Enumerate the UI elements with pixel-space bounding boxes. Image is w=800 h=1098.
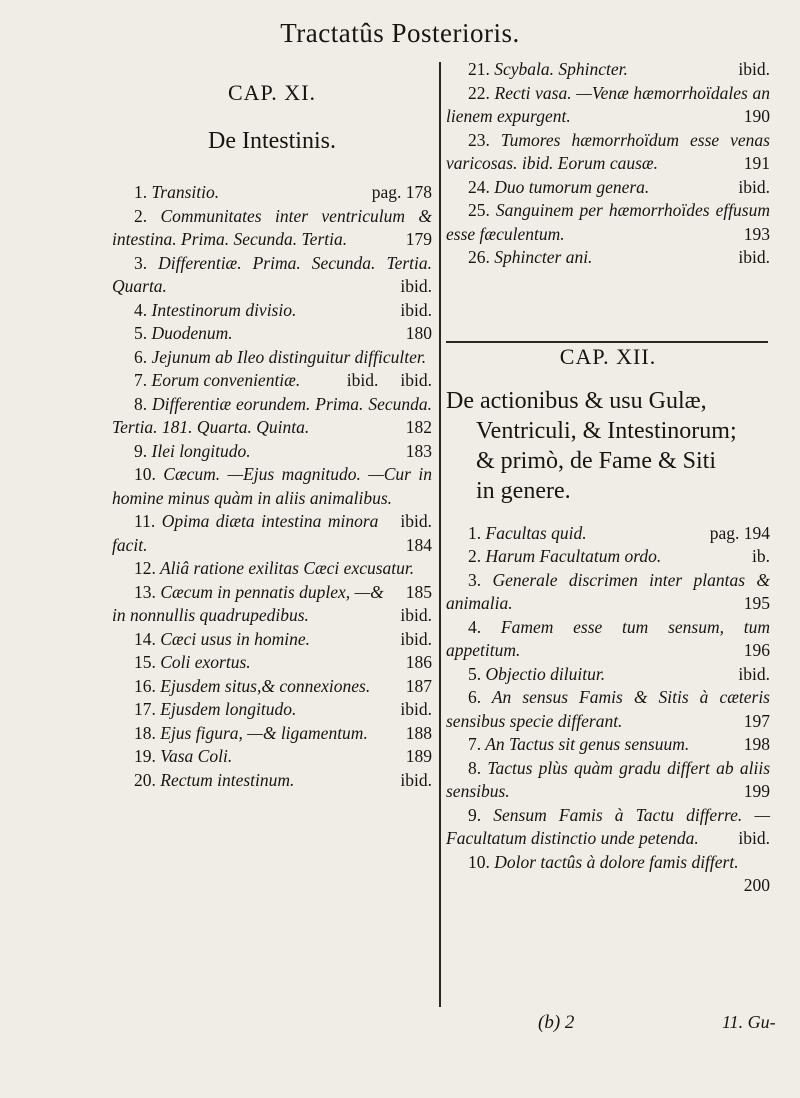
entry-text: Objectio diluitur.	[485, 663, 606, 684]
entry-number: 9.	[134, 440, 148, 461]
entry-text: Ejus figura, —& ligamentum.	[160, 722, 368, 743]
entry-number: 6.	[468, 687, 482, 707]
index-entry	[446, 246, 770, 270]
entry-page: pag. 178	[371, 182, 432, 202]
right-entry-list-top	[446, 58, 770, 270]
entry-number: 1.	[134, 182, 148, 202]
entry-page: 189	[405, 746, 432, 766]
index-entry	[112, 322, 432, 346]
index-entry	[446, 733, 770, 757]
index-entry	[446, 129, 770, 176]
entry-number: 7.	[468, 734, 482, 754]
index-entry	[112, 205, 432, 252]
entry-text: Ejusdem situs,& connexiones.	[160, 675, 371, 696]
entry-text: Dolor tactûs à dolore famis differt.	[494, 851, 739, 872]
entry-number: 6.	[134, 346, 148, 367]
entry-text: Tumores hæmorrhoïdum esse venas varicosas. ibid. Eorum causæ.	[446, 129, 770, 173]
entry-number: 1.	[468, 522, 482, 543]
left-column	[112, 80, 432, 792]
entry-text: Generale discrimen inter plantas & animalia.	[446, 569, 771, 613]
index-entry	[112, 628, 432, 652]
entry-number: 26.	[468, 247, 490, 267]
entry-text: Harum Facultatum ordo.	[485, 546, 662, 566]
entry-number: 8.	[468, 757, 482, 778]
entry-text: An sensus Famis & Sitis à cæteris sensibus specie differant.	[446, 687, 770, 731]
entry-page: 183	[405, 440, 432, 461]
entry-text: Cæcum in pennatis duplex, —& in nonnullis quadrupedibus.	[112, 581, 384, 625]
entry-page: pag. 194	[709, 522, 770, 543]
entry-text: Cæci usus in homine.	[160, 628, 310, 649]
entry-page: 187	[405, 675, 432, 696]
entry-page: 191	[743, 153, 770, 173]
entry-text: Rectum intestinum.	[160, 769, 295, 790]
entry-number: 7.	[134, 370, 148, 390]
entry-page: ibid.	[738, 176, 770, 197]
index-entry	[112, 651, 432, 675]
entry-number: 25.	[468, 200, 490, 220]
chapter-title-line: in genere.	[476, 477, 571, 504]
entry-number: 23.	[468, 129, 490, 150]
entry-number: 15.	[134, 652, 156, 672]
entry-text: Coli exortus.	[160, 652, 251, 672]
chapter-title-line: & primò, de Fame & Siti	[476, 447, 716, 474]
entry-text: Duo tumorum genera.	[494, 176, 650, 197]
entry-number: 11.	[134, 511, 156, 531]
index-entry	[446, 569, 770, 616]
catchword: 11. Gu-	[722, 1012, 776, 1032]
index-entry	[112, 299, 432, 323]
index-entry	[446, 176, 770, 200]
entry-page: 182	[405, 417, 432, 437]
index-entry	[112, 769, 432, 793]
entry-text: Scybala. Sphincter.	[494, 59, 628, 79]
entry-text: Communitates inter ventriculum & intestina. Prima. Secunda. Tertia.	[112, 205, 432, 249]
entry-page: ibid.	[400, 276, 432, 296]
entry-number: 3.	[468, 569, 482, 590]
entry-page: ibid.	[738, 59, 770, 79]
entry-text: Sanguinem per hæmorrhoïdes effusum esse fæculentum.	[446, 200, 771, 244]
entry-number: 4.	[134, 299, 148, 320]
entry-number: 16.	[134, 675, 156, 696]
entry-page: 195	[743, 593, 770, 613]
entry-number: 12.	[134, 558, 156, 578]
chapter-title	[446, 386, 770, 506]
entry-number: 13.	[134, 581, 156, 602]
entry-text: Cæcum. —Ejus magnitudo. —Cur in homine minus quàm in aliis animalibus.	[112, 464, 432, 508]
entry-page: ibid.	[400, 699, 432, 719]
entry-number: 10.	[134, 464, 156, 484]
entry-number: 21.	[468, 59, 490, 79]
entry-text: Intestinorum divisio.	[151, 299, 297, 320]
entry-text: Duodenum.	[151, 323, 233, 343]
entry-number: 8.	[134, 393, 148, 414]
entry-text: An Tactus sit genus sensuum.	[485, 734, 690, 754]
entry-text: Vasa Coli.	[160, 746, 233, 766]
left-entry-list	[112, 181, 432, 792]
index-entry	[446, 757, 770, 804]
entry-text: Famem esse tum sensum, tum appetitum.	[446, 616, 770, 660]
entry-number: 5.	[468, 663, 482, 684]
chapter-title-line: De actionibus & usu Gulæ,	[446, 387, 707, 414]
entry-page: ibid.	[400, 605, 432, 625]
entry-number: 17.	[134, 699, 156, 719]
entry-text: Recti vasa. —Venæ hæmorrhoïdales an lienem expurgent.	[446, 82, 771, 126]
entry-page: 185	[405, 581, 432, 602]
entry-text: Ejusdem longitudo.	[160, 699, 297, 719]
entry-text: Differentiæ. Prima. Secunda. Tertia. Quarta.	[112, 252, 433, 296]
entry-number: 20.	[134, 769, 156, 790]
chapter-heading: CAP. XI.	[227, 80, 317, 105]
entry-text: Eorum convenientiæ.	[151, 370, 301, 390]
entry-page: ibid.	[400, 769, 432, 790]
column-divider	[439, 62, 441, 1007]
signature-mark: (b) 2	[538, 1012, 575, 1033]
entry-page: 199	[743, 781, 770, 801]
index-entry	[446, 616, 770, 663]
index-entry	[112, 698, 432, 722]
entry-number: 14.	[134, 628, 156, 649]
entry-number: 5.	[134, 323, 148, 343]
entry-number: 2.	[468, 546, 482, 566]
index-entry	[446, 663, 770, 687]
entry-text: Differentiæ eorundem. Prima. Secunda. Tertia. 181. Quarta. Quinta.	[112, 393, 432, 437]
index-entry	[446, 82, 770, 129]
entry-text: Tactus plùs quàm gradu differt ab aliis sensibus.	[446, 757, 771, 801]
entry-number: 18.	[134, 722, 156, 743]
entry-number: 24.	[468, 176, 490, 197]
entry-number: 3.	[134, 252, 148, 273]
index-entry	[112, 745, 432, 769]
entry-page: 180	[405, 323, 432, 343]
index-entry	[446, 686, 770, 733]
entry-number: 22.	[468, 82, 490, 103]
entry-page: 198	[743, 734, 770, 754]
entry-page: ibid.	[738, 663, 770, 684]
entry-page: ibid.	[346, 370, 379, 390]
index-entry	[112, 675, 432, 699]
index-entry	[446, 58, 770, 82]
chapter-title-line: Ventriculi, & Intestinorum;	[476, 417, 737, 444]
entry-text: Sphincter ani.	[494, 247, 593, 267]
entry-page: ibid.	[400, 511, 432, 531]
right-entry-list	[446, 522, 771, 895]
entry-text: Aliâ ratione exilitas Cæci excusatur.	[159, 558, 415, 578]
right-column	[446, 58, 770, 898]
entry-page: ibid.	[400, 299, 432, 320]
index-entry	[446, 851, 770, 895]
entry-number: 10.	[468, 851, 490, 872]
entry-page: ibid.	[400, 370, 432, 390]
entry-text: Jejunum ab Ileo distinguitur difficulter.	[151, 346, 427, 367]
entry-page: ibid.	[738, 247, 770, 267]
entry-number: 2.	[134, 205, 148, 226]
index-entry	[446, 545, 770, 569]
entry-page: 200	[743, 875, 770, 895]
index-entry	[446, 522, 770, 546]
entry-page: 186	[405, 652, 432, 672]
index-entry	[446, 804, 770, 851]
entry-page: 196	[743, 640, 770, 660]
chapter-heading: CAP. XII.	[559, 343, 657, 369]
index-entry	[112, 722, 432, 746]
chapter-title: De Intestinis.	[208, 128, 336, 154]
index-entry	[112, 181, 432, 205]
entry-page: 188	[405, 722, 432, 743]
index-entry	[112, 393, 432, 440]
entry-page: 197	[743, 710, 770, 731]
entry-text: Ilei longitudo.	[151, 440, 251, 461]
entry-page: 190	[743, 106, 770, 126]
entry-page: 193	[743, 223, 770, 244]
entry-page: ibid.	[400, 628, 432, 649]
entry-text: Transitio.	[151, 182, 220, 202]
index-entry	[112, 252, 432, 299]
entry-page: 179	[405, 229, 432, 249]
index-entry	[446, 199, 770, 246]
entry-text: Opima diæta intestina minora facit.	[112, 511, 379, 555]
entry-text: Facultas quid.	[485, 522, 587, 543]
entry-number: 19.	[134, 746, 156, 766]
running-head: Tractatûs Posterioris.	[280, 18, 520, 48]
entry-page: ib.	[752, 546, 770, 566]
entry-text: Sensum Famis à Tactu differre. —Facultatum distinctio unde petenda.	[446, 804, 771, 848]
entry-number: 4.	[468, 616, 482, 637]
index-entry	[112, 440, 432, 464]
entry-page: ibid.	[738, 828, 770, 848]
entry-number: 9.	[468, 804, 482, 825]
entry-page: 184	[405, 534, 432, 555]
